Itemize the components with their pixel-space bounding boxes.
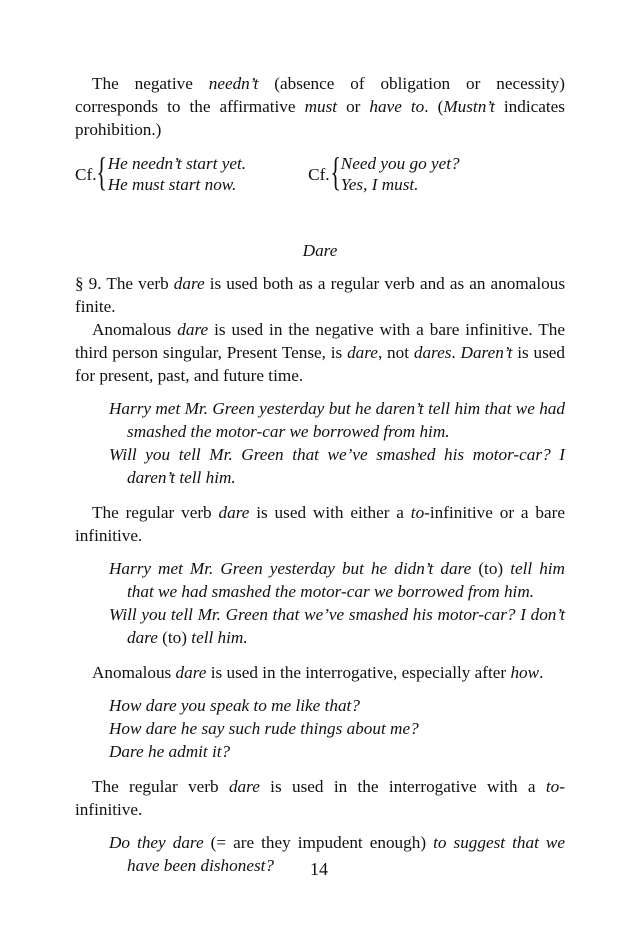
term-mustnt: Mustn’t bbox=[443, 97, 495, 116]
text: , not bbox=[377, 343, 414, 362]
compare-right bbox=[308, 149, 460, 195]
example-sentence bbox=[109, 603, 565, 649]
term-dares: dares bbox=[413, 343, 452, 362]
example-group-2 bbox=[75, 557, 565, 649]
example-group-3 bbox=[75, 694, 565, 763]
term-dare: dare bbox=[228, 777, 260, 796]
page-body bbox=[75, 72, 565, 877]
cf-label: Cf. bbox=[308, 164, 330, 184]
term-to: to bbox=[545, 777, 560, 796]
example-sentence: Dare he admit it? bbox=[109, 742, 231, 761]
text: Harry met Mr. Green yesterday but he didn’t dare bbox=[109, 559, 479, 578]
example-line: He needn’t start yet. bbox=[107, 154, 247, 173]
compare-left-lines bbox=[108, 153, 246, 195]
term-must: must bbox=[304, 97, 338, 116]
compare-left bbox=[75, 149, 247, 195]
text: -infinitive. bbox=[75, 777, 565, 819]
example-line: Yes, I must. bbox=[340, 175, 419, 194]
term-dare: dare bbox=[175, 663, 207, 682]
gloss: (= are they impudent enough) bbox=[210, 833, 427, 852]
text: tell him. bbox=[187, 628, 248, 647]
section-heading: Dare bbox=[302, 241, 338, 260]
paragraph-interrogative bbox=[75, 661, 565, 684]
term-how: how bbox=[510, 663, 540, 682]
example-sentence bbox=[109, 557, 565, 603]
text: Do they dare bbox=[109, 833, 211, 852]
optional-to: (to) bbox=[162, 628, 187, 647]
page-number: 14 bbox=[310, 859, 328, 879]
brace-icon: { bbox=[329, 149, 341, 194]
term-dare: dare bbox=[347, 343, 378, 362]
text: The regular verb bbox=[92, 777, 229, 796]
term-dare: dare bbox=[218, 503, 250, 522]
term-dare: dare bbox=[173, 274, 205, 293]
term-to: to bbox=[410, 503, 425, 522]
text: The regular verb bbox=[92, 503, 219, 522]
example-line: He must start now. bbox=[107, 175, 237, 194]
cf-label: Cf. bbox=[75, 164, 97, 184]
paragraph-anomalous-negative bbox=[75, 318, 565, 387]
intro-paragraph bbox=[75, 72, 565, 141]
text: . bbox=[451, 343, 461, 362]
example-sentence: How dare you speak to me like that? bbox=[109, 696, 360, 715]
text: is used both as a regular verb and as an anomalous finite. bbox=[75, 274, 566, 316]
text: -infinitive or a bare infinitive. bbox=[75, 503, 565, 545]
compare-right-lines bbox=[341, 153, 460, 195]
text: is used for present, past, and future time. bbox=[75, 343, 566, 385]
text: indicates prohibition.) bbox=[75, 97, 565, 139]
paragraph-section-9 bbox=[75, 272, 565, 318]
text: (absence of obligation or necessity) corresponds to the affirmative bbox=[75, 74, 565, 116]
text: or bbox=[337, 97, 370, 116]
text: § 9. The verb bbox=[75, 274, 174, 293]
paragraph-regular-interrogative bbox=[75, 775, 565, 821]
example-sentence: How dare he say such rude things about me? bbox=[109, 719, 419, 738]
text: . bbox=[539, 663, 544, 682]
text: is used in the interrogative, especially after bbox=[206, 663, 511, 682]
text: . ( bbox=[424, 97, 444, 116]
optional-to: (to) bbox=[478, 559, 504, 578]
text: The negative bbox=[92, 74, 209, 93]
example-sentence: Harry met Mr. Green yesterday but he daren’t tell him that we had smashed the motor-car we borrowed from him. bbox=[109, 399, 565, 441]
text: is used in the negative with a bare infinitive. The third person singular, Present Tense, is bbox=[75, 320, 566, 362]
term-have-to: have to bbox=[369, 97, 425, 116]
paragraph-regular-verb bbox=[75, 501, 565, 547]
example-line: Need you go yet? bbox=[340, 154, 460, 173]
text: is used in the interrogative with a bbox=[259, 777, 546, 796]
text: Will you tell Mr. Green that we’ve smashed his motor-car? I don’t dare bbox=[109, 605, 565, 647]
term-neednt: needn’t bbox=[208, 74, 259, 93]
compare-examples bbox=[75, 151, 565, 197]
text: Anomalous bbox=[92, 320, 178, 339]
example-sentence: Will you tell Mr. Green that we’ve smashed his motor-car? I daren’t tell him. bbox=[109, 445, 565, 487]
brace-icon: { bbox=[96, 149, 108, 194]
text: is used with either a bbox=[249, 503, 411, 522]
term-darent: Daren’t bbox=[460, 343, 513, 362]
text: to suggest that we have been dishonest? bbox=[127, 833, 566, 875]
term-dare: dare bbox=[177, 320, 209, 339]
example-group-1 bbox=[75, 397, 565, 489]
text: Anomalous bbox=[92, 663, 176, 682]
text: tell him that we had smashed the motor-car we borrowed from him. bbox=[127, 559, 565, 601]
